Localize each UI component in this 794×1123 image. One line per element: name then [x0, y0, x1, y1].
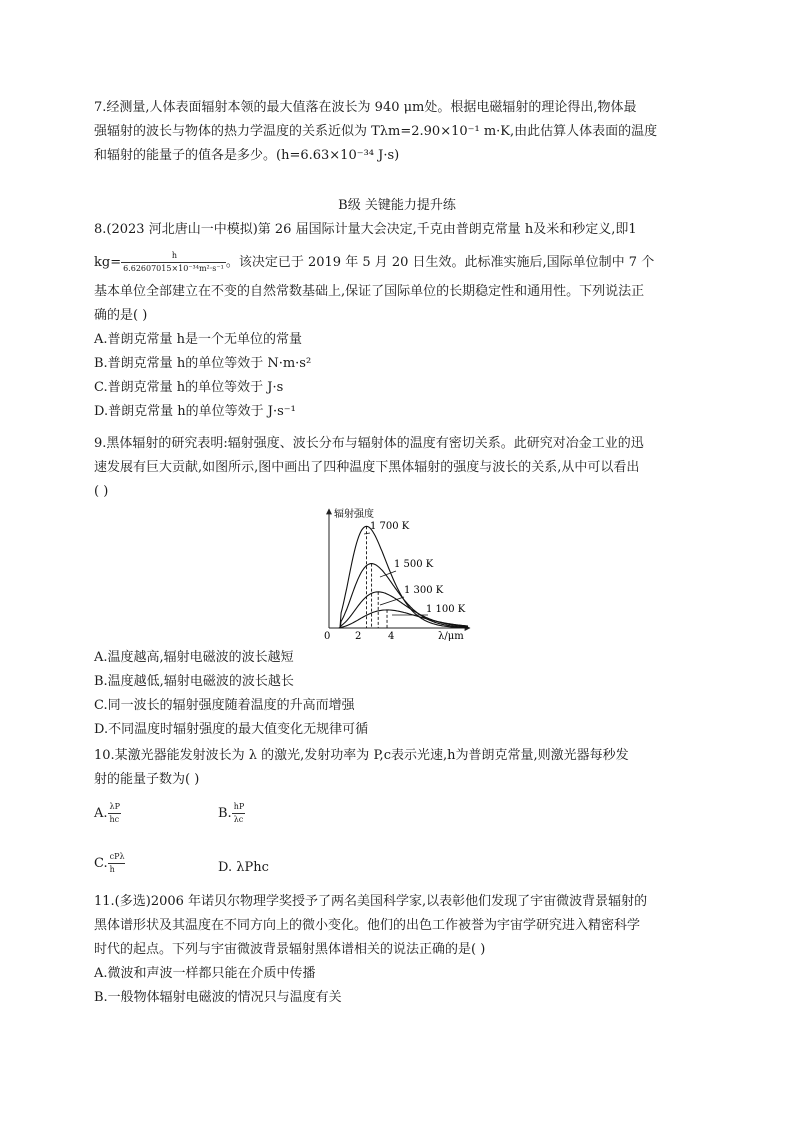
q9-line-3: ( ): [94, 484, 109, 499]
q9-options: [94, 646, 702, 742]
x-tick-2: 2: [355, 631, 362, 642]
q8-line-1: 8.(2023 河北唐山一中模拟)第 26 届国际计量大会决定,千克由普朗克常量 h及米和秒定义,即1: [94, 222, 637, 237]
leader-1500K: [380, 571, 396, 577]
q10-c-den: h: [108, 863, 125, 875]
q10-a-den: hc: [109, 815, 120, 824]
q8-option-c: C.普朗克常量 h的单位等效于 J·s: [94, 380, 284, 395]
q9-option-d: D.不同温度时辐射强度的最大值变化无规律可循: [94, 722, 369, 737]
q7-line-3: 和辐射的能量子的值各是多少。(h=6.63×10⁻³⁴ J·s): [94, 148, 400, 163]
leader-1700K: [364, 533, 370, 534]
series-label-1100K: 1 100 K: [426, 604, 466, 615]
section-b-title: B级 关键能力提升练: [338, 198, 456, 213]
q11-option-b: B.一般物体辐射电磁波的情况只与温度有关: [94, 990, 342, 1005]
x-tick-4: 4: [388, 631, 395, 642]
q8-line-3: 基本单位全部建立在不变的自然常数基础上,保证了国际单位的长期稳定性和通用性。下列说法正: [94, 284, 645, 299]
q10-a-num: λP: [109, 802, 120, 811]
q10-line-1: 10.某激光器能发射波长为 λ 的激光,发射功率为 P,c表示光速,h为普朗克常量,则激光器每秒发: [94, 748, 629, 763]
question-7: [94, 96, 702, 168]
q10-option-a: A. $\frac{\lambda P}{hc}$: [94, 802, 120, 824]
q7-line-2: 强辐射的波长与物体的热力学温度的关系近似为 Tλm=2.90×10⁻¹ m·K,由此估算人体表面的温度: [94, 124, 658, 139]
question-9: [94, 432, 702, 504]
q8-line-4: 确的是( ): [94, 308, 148, 323]
q11-line-2: 黑体谱形状及其温度在不同方向上的微小变化。他们的出色工作被誉为宇宙学研究进入精密科学: [94, 918, 641, 933]
q8-line-2-rest: 。该决定已于 2019 年 5 月 20 日生效。此标准实施后,国际单位制中 7 个: [225, 255, 655, 270]
q8-option-d: D.普朗克常量 h的单位等效于 J·s⁻¹: [94, 404, 296, 419]
leader-1300K: [380, 597, 404, 605]
q10-line-2: 射的能量子数为( ): [94, 772, 200, 787]
q10-b-den: λc: [233, 815, 244, 824]
q9-line-1: 9.黑体辐射的研究表明:辐射强度、波长分布与辐射体的温度有密切关系。此研究对冶金工业的迅: [94, 436, 644, 451]
q10-b-num: hP: [233, 802, 245, 811]
q8-option-a: A.普朗克常量 h是一个无单位的常量: [94, 332, 303, 347]
q9-option-c: C.同一波长的辐射强度随着温度的升高而增强: [94, 698, 355, 713]
q9-line-2: 速发展有巨大贡献,如图所示,图中画出了四种温度下黑体辐射的强度与波长的关系,从中可以看出: [94, 460, 640, 475]
series-label-1700K: 1 700 K: [370, 521, 410, 532]
q8-option-b: B.普朗克常量 h的单位等效于 N·m·s²: [94, 356, 312, 371]
q10-c-num: cPλ: [109, 852, 125, 861]
q11-line-3: 时代的起点。下列与宇宙微波背景辐射黑体谱相关的说法正确的是( ): [94, 942, 486, 957]
question-8: [94, 218, 702, 424]
q10-option-c: C. $\frac{\text{cPλ}}{h}$: [94, 852, 125, 874]
q8-fraction: [121, 251, 226, 274]
q8-frac-num: h: [171, 251, 178, 260]
series-label-1500K: 1 500 K: [394, 559, 434, 570]
blackbody-chart: [318, 505, 480, 643]
q8-frac-den: 6.62607015×10⁻³⁴m²·s⁻¹: [123, 264, 224, 273]
y-axis-label: 辐射强度: [334, 509, 374, 520]
q8-line-2: [94, 246, 702, 280]
series-label-1300K: 1 300 K: [404, 585, 444, 596]
q10-option-d: D. λPhc: [218, 860, 269, 875]
question-11: [94, 890, 702, 1010]
q9-option-a: A.温度越高,辐射电磁波的波长越短: [94, 650, 294, 665]
x-axis-label: λ/μm: [438, 631, 464, 642]
q10-option-b: B. $\frac{hP}{\lambda c}$: [218, 802, 245, 824]
question-10: [94, 744, 702, 792]
q9-option-b: B.温度越低,辐射电磁波的波长越长: [94, 674, 294, 689]
q11-option-a: A.微波和声波一样都只能在介质中传播: [94, 966, 316, 981]
q11-line-1: 11.(多选)2006 年诺贝尔物理学奖授予了两名美国科学家,以表彰他们发现了宇宙微波背景辐射的: [94, 894, 648, 909]
q7-line-1: 7.经测量,人体表面辐射本领的最大值落在波长为 940 μm处。根据电磁辐射的理论得出,物体最: [94, 100, 637, 115]
q8-kg-prefix: kg=: [94, 255, 122, 270]
origin-label: 0: [324, 631, 331, 642]
